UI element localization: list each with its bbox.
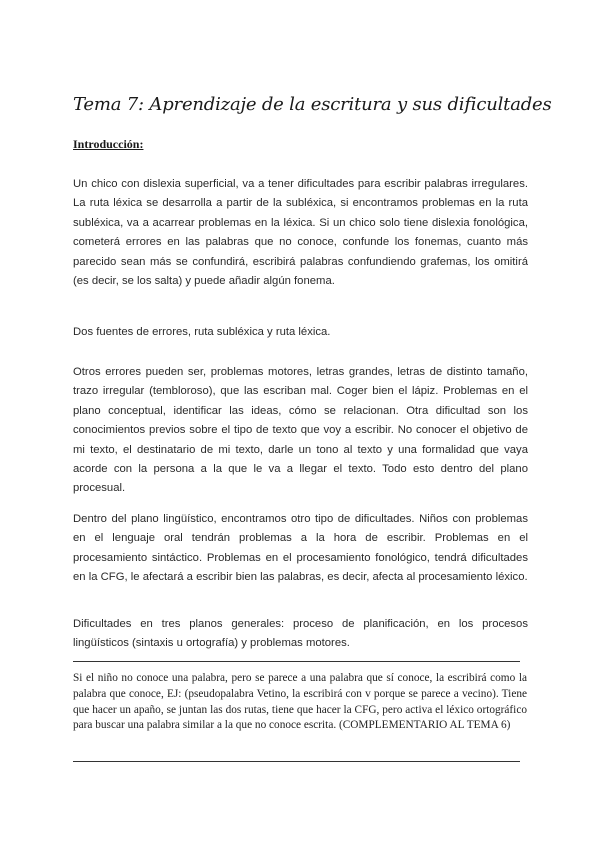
complementary-note: Si el niño no conoce una palabra, pero se parece a una palabra que sí conoce, la escribirá como la palabra que conoce, EJ: (pseudopalabra Vetino, la escribirá con v porque se parece a vecino). Tiene que hacer un apaño, se juntan las dos rutas, tiene que hacer la CFG, pero activa el léxico ortográfico para buscar una palabra similar a la que no conoce escrita. (COMPLEMENTARIO AL TEMA 6): [73, 672, 527, 732]
paragraph-fuentes-errores: Dos fuentes de errores, ruta subléxica y ruta léxica.: [73, 326, 331, 338]
page-title: Tema 7: Aprendizaje de la escritura y sus dificultades: [73, 94, 552, 115]
note-divider-top: [73, 661, 520, 662]
note-divider-bottom: [73, 761, 520, 762]
paragraph-tres-planos: Dificultades en tres planos generales: proceso de planificación, en los procesos lingüísticos (sintaxis u ortografía) y problemas motores.: [73, 618, 528, 650]
paragraph-dislexia: Un chico con dislexia superficial, va a tener dificultades para escribir palabras irregulares. La ruta léxica se desarrolla a partir de la subléxica, si encontramos problemas en la ruta subléxica, va a acarrear problemas en la léxica. Si un chico solo tiene dislexia fonológica, cometerá errores en las palabras que no conoce, confunde los fonemas, cuanto más parecido sean más se confundirá, escribirá palabras confundiendo grafemas, los omitirá (es decir, se los salta) y puede añadir algún fonema.: [73, 178, 528, 288]
paragraph-otros-errores: Otros errores pueden ser, problemas motores, letras grandes, letras de distinto tamaño, trazo irregular (tembloroso), que las escriban mal. Coger bien el lápiz. Problemas en el plano conceptual, identificar las ideas, cómo se relacionan. Otra dificultad son los conocimientos previos sobre el tipo de texto que voy a escribir. No conocer el objetivo de mi texto, el destinatario de mi texto, darle un tono al texto y una formalidad que vaya acorde con la persona a la que le va a llegar el texto. Todo esto dentro del plano procesual.: [73, 366, 528, 495]
intro-heading: Introducción:: [73, 137, 144, 151]
paragraph-plano-linguistico: Dentro del plano lingüístico, encontramos otro tipo de dificultades. Niños con problemas en el lenguaje oral tendrán problemas a la hora de escribir. Problemas en el procesamiento sintáctico. Problemas en el procesamiento fonológico, tendrá dificultades en la CFG, le afectará a escribir bien las palabras, es decir, afecta al procesamiento léxico.: [73, 513, 528, 584]
